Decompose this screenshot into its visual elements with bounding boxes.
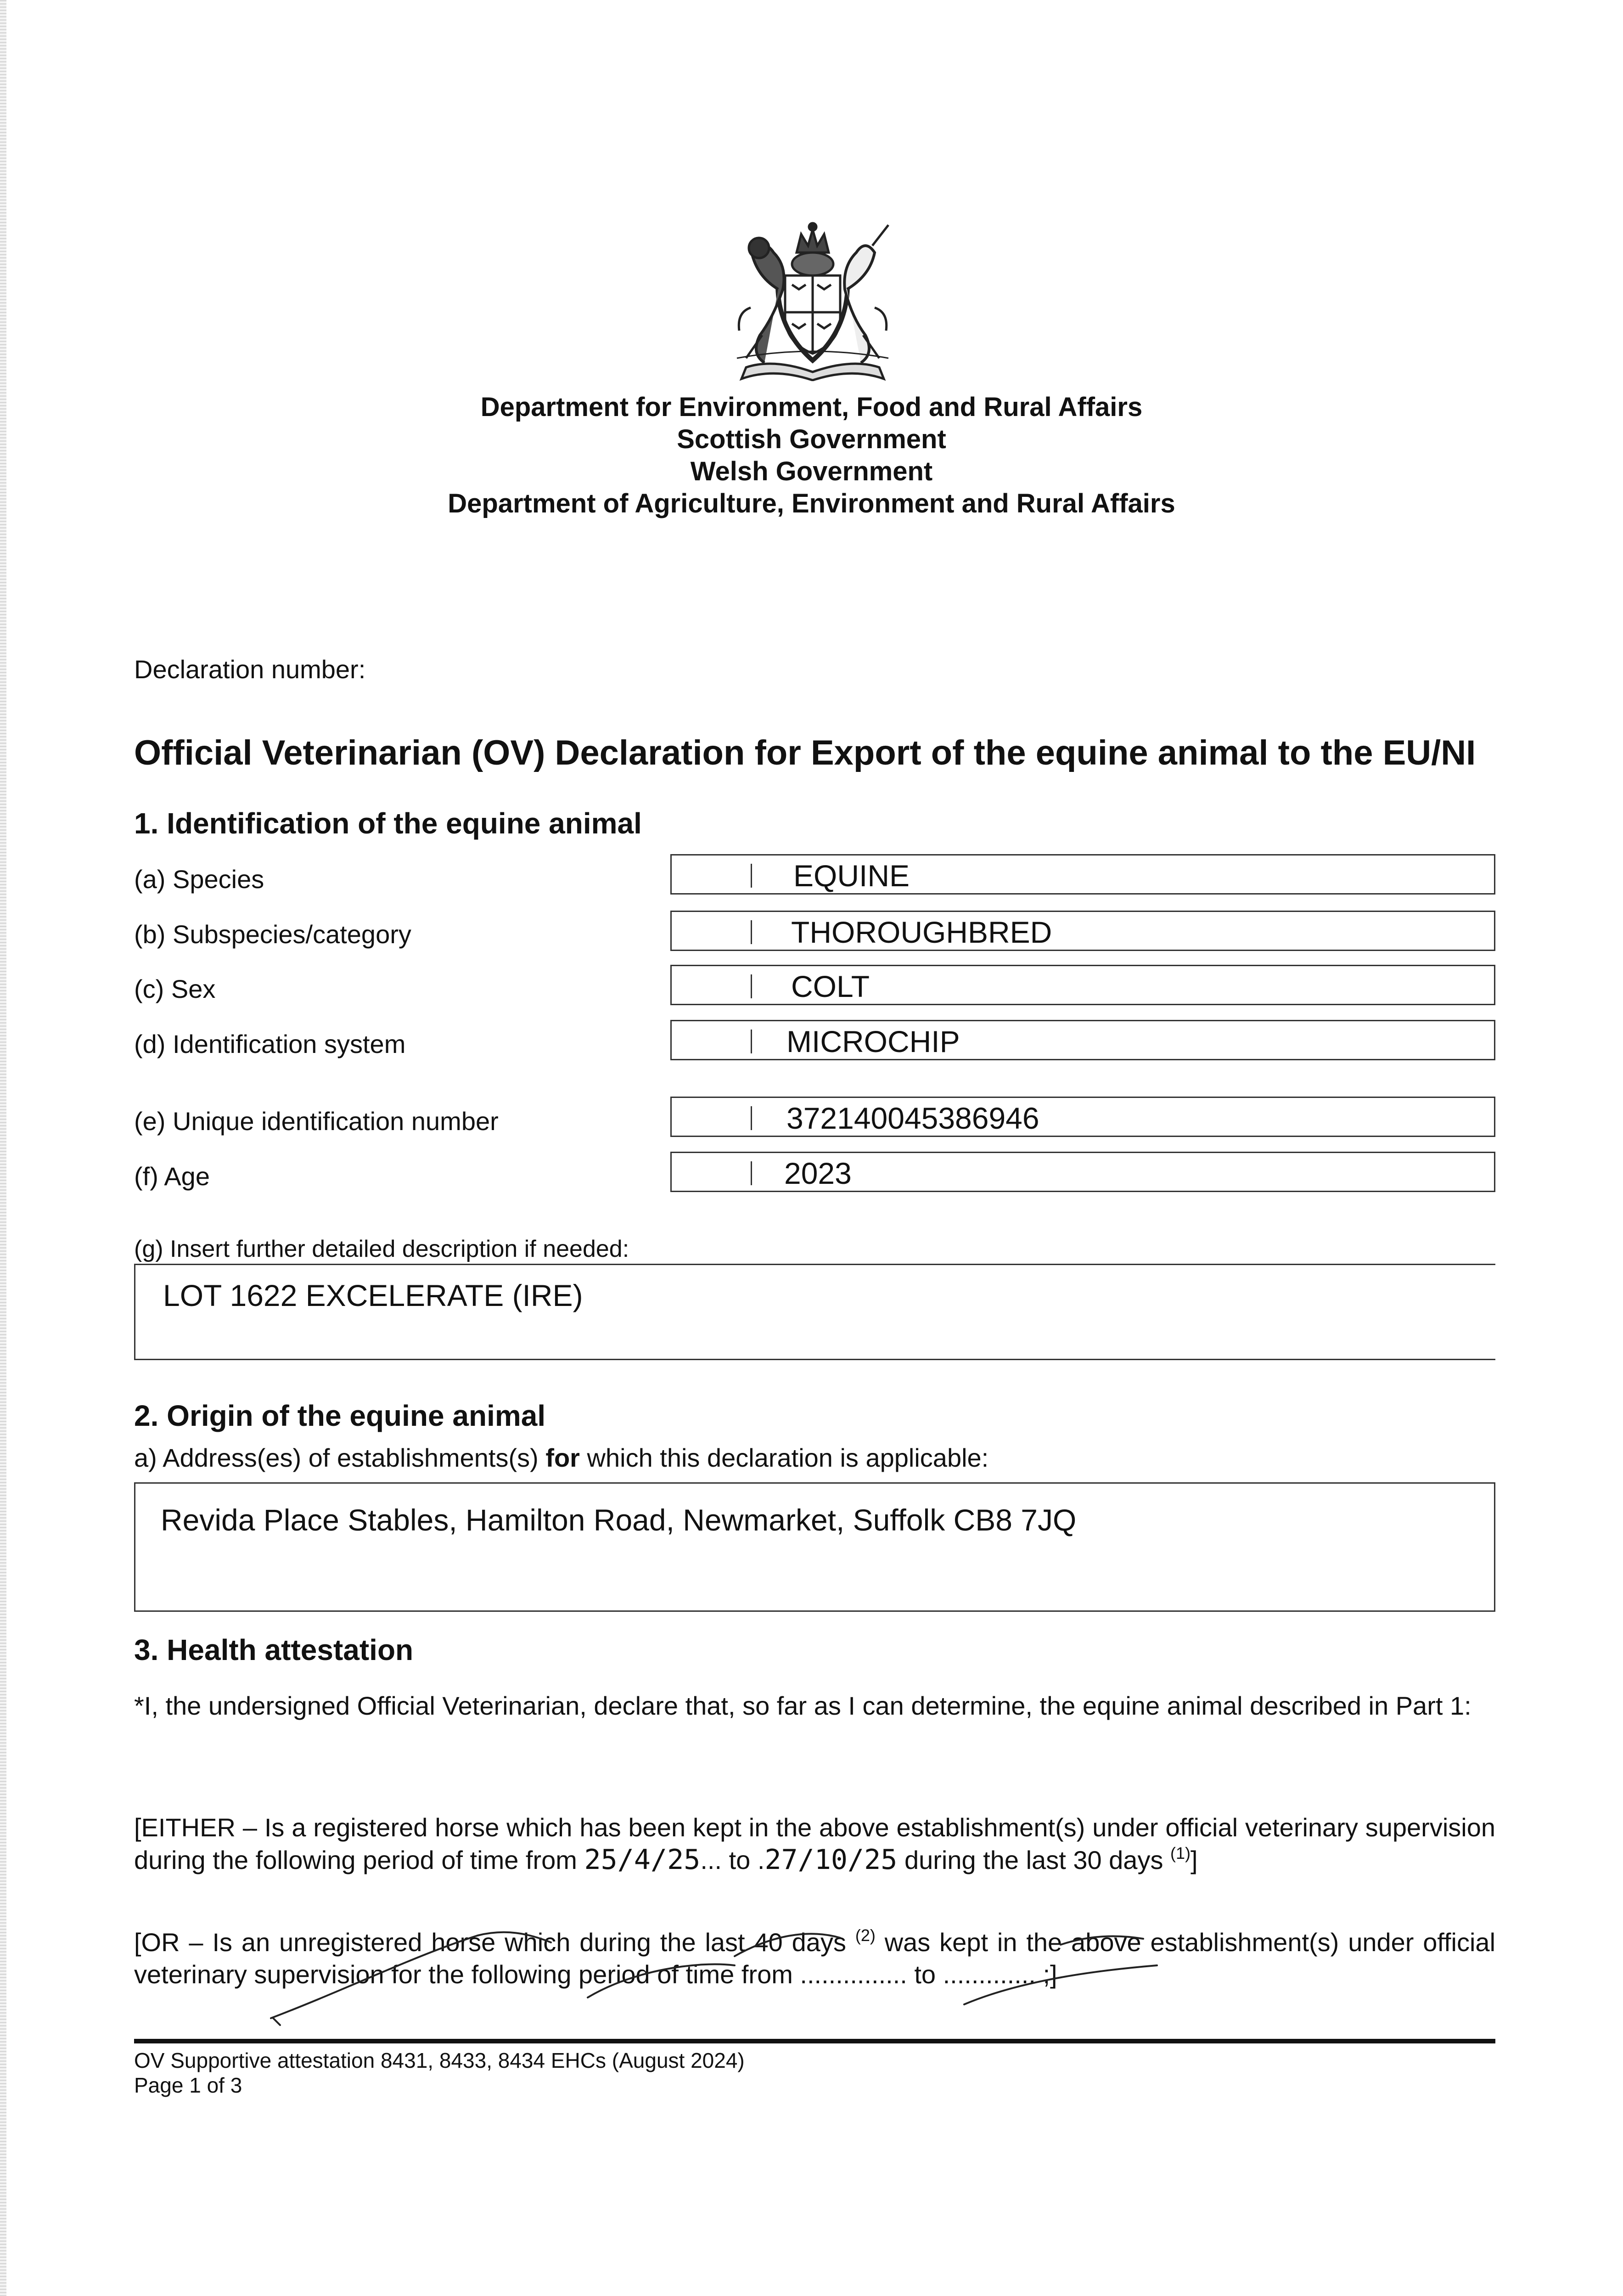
field-value-unique-id: 372140045386946 [786, 1101, 1039, 1135]
field-value-sex: COLT [791, 969, 870, 1003]
department-line-3: Welsh Government [690, 456, 933, 486]
footer-attestation: OV Supportive attestation 8431, 8433, 8434 EHCs (August 2024) [134, 2048, 745, 2072]
department-line-1: Department for Environment, Food and Rural Affairs [480, 392, 1143, 422]
description-value: LOT 1622 EXCELERATE (IRE) [163, 1278, 583, 1312]
field-sex [670, 965, 1495, 1005]
field-value-species: EQUINE [793, 859, 910, 893]
to-date-handwritten: 27/10/25 [764, 1844, 898, 1876]
field-value-subspecies: THOROUGHBRED [791, 915, 1052, 949]
health-intro: *I, the undersigned Official Veterinarian, declare that, so far as I can determine, the equine animal described in Part 1: [134, 1691, 1471, 1720]
field-subspecies [670, 911, 1495, 951]
description-label: (g) Insert further detailed description if needed: [134, 1236, 629, 1262]
field-unique-id [670, 1097, 1495, 1137]
royal-crest-icon [719, 220, 907, 381]
field-label-species: (a) Species [134, 865, 264, 894]
scan-edge [0, 0, 6, 2296]
department-line-2: Scottish Government [677, 424, 946, 454]
section-1-heading: 1. Identification of the equine animal [134, 807, 642, 840]
field-label-sex: (c) Sex [134, 974, 216, 1003]
field-label-age: (f) Age [134, 1162, 210, 1191]
address-box [134, 1482, 1495, 1612]
field-value-age: 2023 [784, 1156, 852, 1190]
footer-rule [134, 2039, 1495, 2043]
field-identification-system [670, 1020, 1495, 1060]
address-value: Revida Place Stables, Hamilton Road, Newmarket, Suffolk CB8 7JQ [161, 1503, 1077, 1537]
field-label-subspecies: (b) Subspecies/category [134, 920, 411, 949]
description-box [134, 1264, 1495, 1360]
field-age [670, 1152, 1495, 1192]
establishment-label: a) Address(es) of establishments(s) for which this declaration is applicable: [134, 1443, 989, 1472]
section-2-heading: 2. Origin of the equine animal [134, 1399, 546, 1432]
document-title: Official Veterinarian (OV) Declaration for Export of the equine animal to the EU/NI [134, 733, 1476, 772]
department-line-4: Department of Agriculture, Environment and Rural Affairs [448, 489, 1175, 518]
or-clause: [OR – Is an unregistered horse which during the last 40 days $^{(2)}$ was kept in the above establishment(s) under official veterinary supervision for the following period of time from ............... to ............. ;] [134, 1926, 1496, 1989]
declaration-number-label: Declaration number: [134, 655, 366, 684]
footer-page-number: Page 1 of 3 [134, 2073, 242, 2097]
field-label-identification-system: (d) Identification system [134, 1030, 406, 1058]
from-date-handwritten: 25/4/25 [584, 1844, 701, 1876]
either-clause: [EITHER – Is a registered horse which has been kept in the above establishment(s) under official veterinary supervision during the following period of time from 25/4/25... to .27/10/25 during the last 30 days $^{(1)}$] [134, 1813, 1495, 1876]
section-3-heading: 3. Health attestation [134, 1633, 414, 1666]
field-label-unique-id: (e) Unique identification number [134, 1107, 499, 1136]
field-value-identification-system: MICROCHIP [786, 1024, 960, 1058]
field-species [670, 854, 1495, 895]
